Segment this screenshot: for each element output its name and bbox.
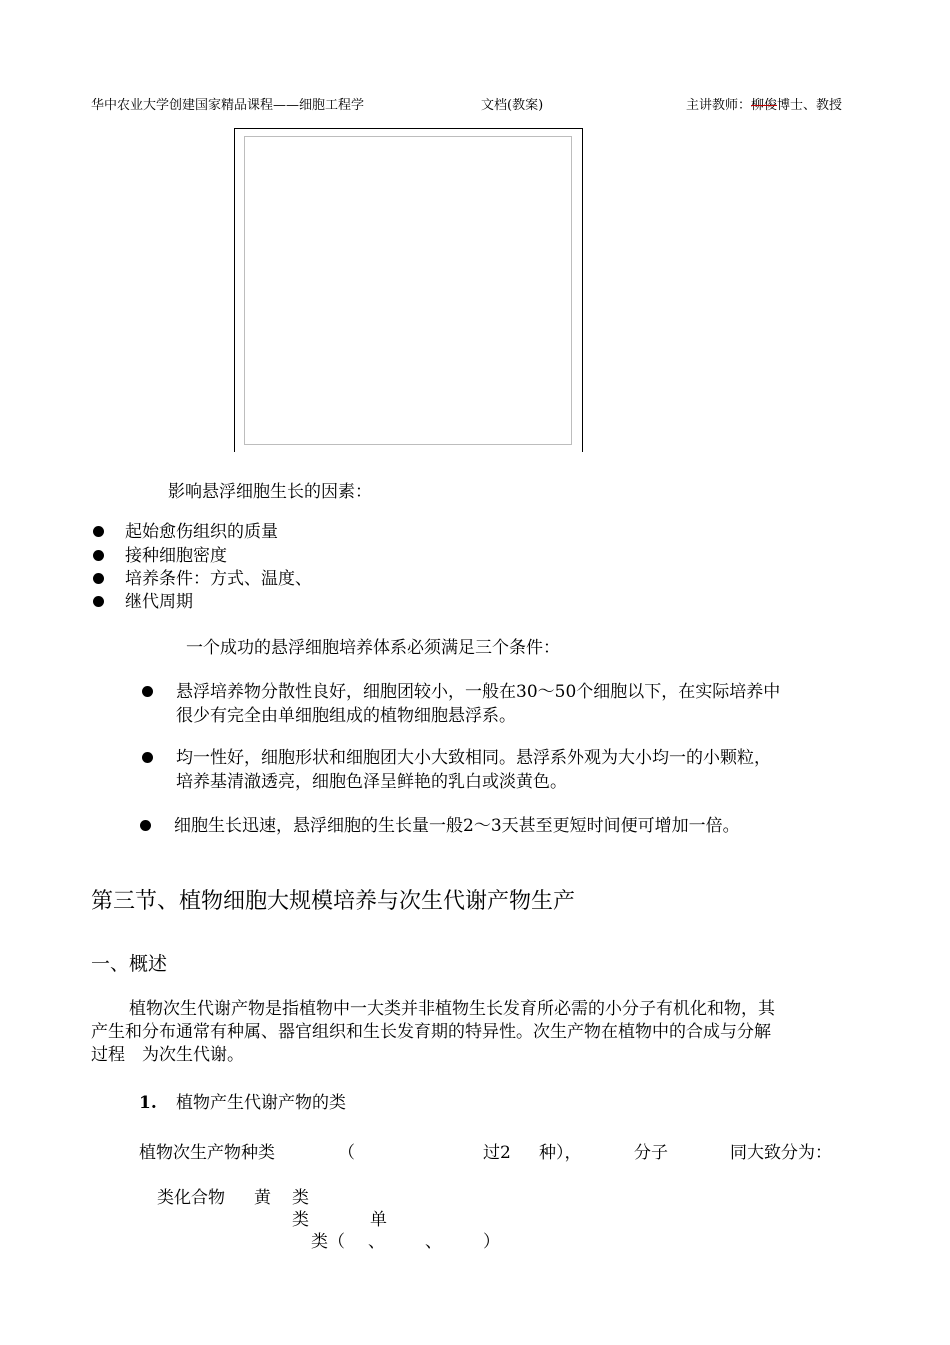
conditions-title: 一个成功的悬浮细胞培养体系必须满足三个条件： <box>186 638 560 658</box>
overview-line-2: 产生和分布通常有种属、器官组织和生长发育期的特异性。次生产物在植物中的合成与分解 <box>91 1022 771 1042</box>
header-teacher-name: 柳俊 <box>751 98 778 113</box>
header-course-title: 华中农业大学创建国家精品课程——细胞工程学 <box>91 98 365 113</box>
class-text-d: 类 <box>292 1210 309 1230</box>
class-text-g: 、 <box>368 1232 385 1252</box>
types-text-e: 分子 <box>634 1143 668 1163</box>
bullet-icon <box>142 686 153 697</box>
header-teacher-suffix: 博士、教授 <box>777 98 843 113</box>
bullet-icon <box>93 573 104 584</box>
class-text-f: 类（ <box>311 1232 345 1252</box>
factor-item: 继代周期 <box>125 592 193 612</box>
header-doc-type: 文档(教案) <box>481 98 544 113</box>
header-teacher-prefix: 主讲教师： <box>686 98 752 113</box>
types-text-c: 过2 <box>483 1143 511 1163</box>
figure-placeholder <box>244 136 572 445</box>
class-text-b: 黄 <box>254 1188 271 1208</box>
bullet-icon <box>93 550 104 561</box>
types-text-d: 种）， <box>539 1143 582 1163</box>
condition-item-3: 细胞生长迅速，悬浮细胞的生长量一般2～3天甚至更短时间便可增加一倍。 <box>174 816 740 836</box>
item-number: 1. <box>139 1093 157 1113</box>
factor-item: 接种细胞密度 <box>125 546 227 566</box>
bullet-icon <box>93 596 104 607</box>
condition-item-2-line1: 均一性好，细胞形状和细胞团大小大致相同。悬浮系外观为大小均一的小颗粒， <box>176 748 771 768</box>
factors-title: 影响悬浮细胞生长的因素： <box>168 482 372 502</box>
class-text-c: 类 <box>292 1188 309 1208</box>
factor-item: 培养条件：方式、温度、 <box>125 569 312 589</box>
class-text-e: 单 <box>370 1210 387 1230</box>
header-teacher <box>686 94 842 113</box>
condition-item-1-line2: 很少有完全由单细胞组成的植物细胞悬浮系。 <box>176 706 516 726</box>
types-text-b: （ <box>338 1143 355 1163</box>
types-text-f: 同大致分为： <box>730 1143 832 1163</box>
factor-item: 起始愈伤组织的质量 <box>125 522 278 542</box>
item-heading: 植物产生代谢产物的类 <box>176 1093 346 1113</box>
condition-item-2-line2: 培养基清澈透亮，细胞色泽呈鲜艳的乳白或淡黄色。 <box>176 772 567 792</box>
class-text-i: ） <box>483 1232 500 1252</box>
subsection-title: 一、概述 <box>91 953 168 975</box>
overview-line-3: 过程 为次生代谢。 <box>91 1045 244 1065</box>
section-title: 第三节、植物细胞大规模培养与次生代谢产物生产 <box>91 889 576 914</box>
bullet-icon <box>93 526 104 537</box>
overview-line-1: 植物次生代谢产物是指植物中一大类并非植物生长发育所必需的小分子有机化和物，其 <box>129 999 775 1019</box>
item-number-value: 1 <box>139 1093 151 1113</box>
types-text-a: 植物次生产物种类 <box>139 1143 275 1163</box>
bullet-icon <box>140 820 151 831</box>
bullet-icon <box>142 752 153 763</box>
class-text-a: 类化合物 <box>157 1188 225 1208</box>
class-text-h: 、 <box>425 1232 442 1252</box>
condition-item-1-line1: 悬浮培养物分散性良好，细胞团较小，一般在30～50个细胞以下，在实际培养中 <box>176 682 781 702</box>
